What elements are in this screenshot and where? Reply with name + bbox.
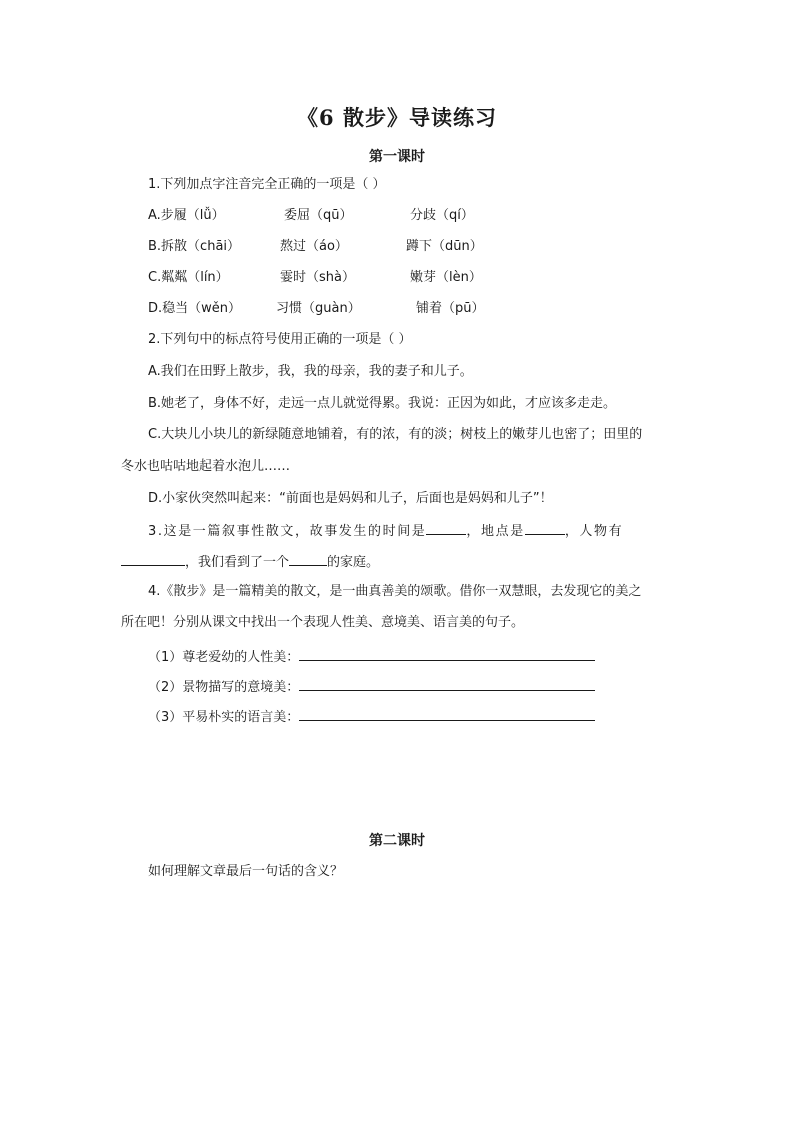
lesson2-question: 如何理解文章最后一句话的含义？ [148, 864, 344, 879]
q3-blank-time[interactable] [426, 520, 466, 535]
q4-item-mood-label: （2）景物描写的意境美： [148, 680, 300, 695]
q3-text-place: ，地点是 [466, 524, 525, 539]
q1-option-a-2: 委屈（qū） [284, 208, 353, 223]
q2-option-a: A.我们在田野上散步，我，我的母亲，我的妻子和儿子。 [148, 364, 473, 379]
q1-option-b-2: 熬过（áo） [280, 239, 348, 254]
q3-text-time: 3.这是一篇叙事性散文，故事发生的时间是 [148, 524, 427, 539]
q1-option-b-3: 蹲下（dūn） [406, 239, 483, 254]
q1-option-d-1: D.稳当（wěn） [148, 301, 242, 316]
q1-option-a-3: 分歧（qí） [410, 208, 474, 223]
q1-option-a-1: A.步履（lǚ） [148, 208, 225, 223]
q1-option-b [148, 237, 648, 257]
q1-option-c-3: 嫩芽（lèn） [410, 270, 482, 285]
q3-text-end: 的家庭。 [327, 555, 380, 570]
q3-text-people: ，人物有 [564, 524, 624, 539]
q1-option-d [148, 299, 648, 319]
q1-option-c-2: 霎时（shà） [280, 270, 355, 285]
q1-stem: 1.下列加点字注音完全正确的一项是（ ） [148, 177, 386, 192]
q2-option-b: B.她老了，身体不好，走远一点儿就觉得累。我说：正因为如此，才应该多走走。 [148, 396, 617, 411]
q4-item-humanity [148, 646, 595, 668]
q4-line1: 4.《散步》是一篇精美的散文，是一曲真善美的颂歌。借你一双慧眼，去发现它的美之 [148, 584, 642, 599]
q1-option-b-1: B.拆散（chāi） [148, 239, 241, 254]
q3-line2 [121, 551, 379, 573]
q4-item-humanity-label: （1）尊老爱幼的人性美： [148, 650, 300, 665]
q3-blank-family[interactable] [289, 551, 327, 566]
q1-option-a [148, 206, 648, 226]
q4-item-mood [148, 676, 595, 698]
lesson1-heading: 第一课时 [369, 149, 425, 165]
lesson2-heading: 第二课时 [369, 833, 425, 849]
q3-line1 [148, 520, 623, 542]
q4-item-language [148, 706, 595, 728]
q4-answer-line-1[interactable] [299, 646, 595, 661]
q4-answer-line-2[interactable] [299, 676, 595, 691]
q4-answer-line-3[interactable] [299, 706, 595, 721]
q3-blank-place[interactable] [525, 520, 565, 535]
q1-option-d-2: 习惯（guàn） [276, 301, 361, 316]
q3-blank-people[interactable] [121, 551, 185, 566]
q1-option-c [148, 268, 648, 288]
q2-option-d: D.小家伙突然叫起来：“前面也是妈妈和儿子，后面也是妈妈和儿子”！ [148, 491, 553, 506]
q4-line2: 所在吧！分别从课文中找出一个表现人性美、意境美、语言美的句子。 [121, 615, 525, 630]
q1-option-d-3: 铺着（pū） [416, 301, 485, 316]
q2-option-c-line2: 冬水也咕咕地起着水泡儿…… [121, 459, 291, 474]
page-title: 《6 散步》导读练习 [297, 105, 497, 130]
q1-option-c-1: C.粼粼（lín） [148, 270, 229, 285]
q2-stem: 2.下列句中的标点符号使用正确的一项是（ ） [148, 332, 412, 347]
q4-item-language-label: （3）平易朴实的语言美： [148, 710, 300, 725]
q2-option-c-line1: C.大块儿小块儿的新绿随意地铺着，有的浓，有的淡；树枝上的嫩芽儿也密了；田里的 [148, 427, 643, 442]
q3-text-family: ，我们看到了一个 [185, 555, 290, 570]
